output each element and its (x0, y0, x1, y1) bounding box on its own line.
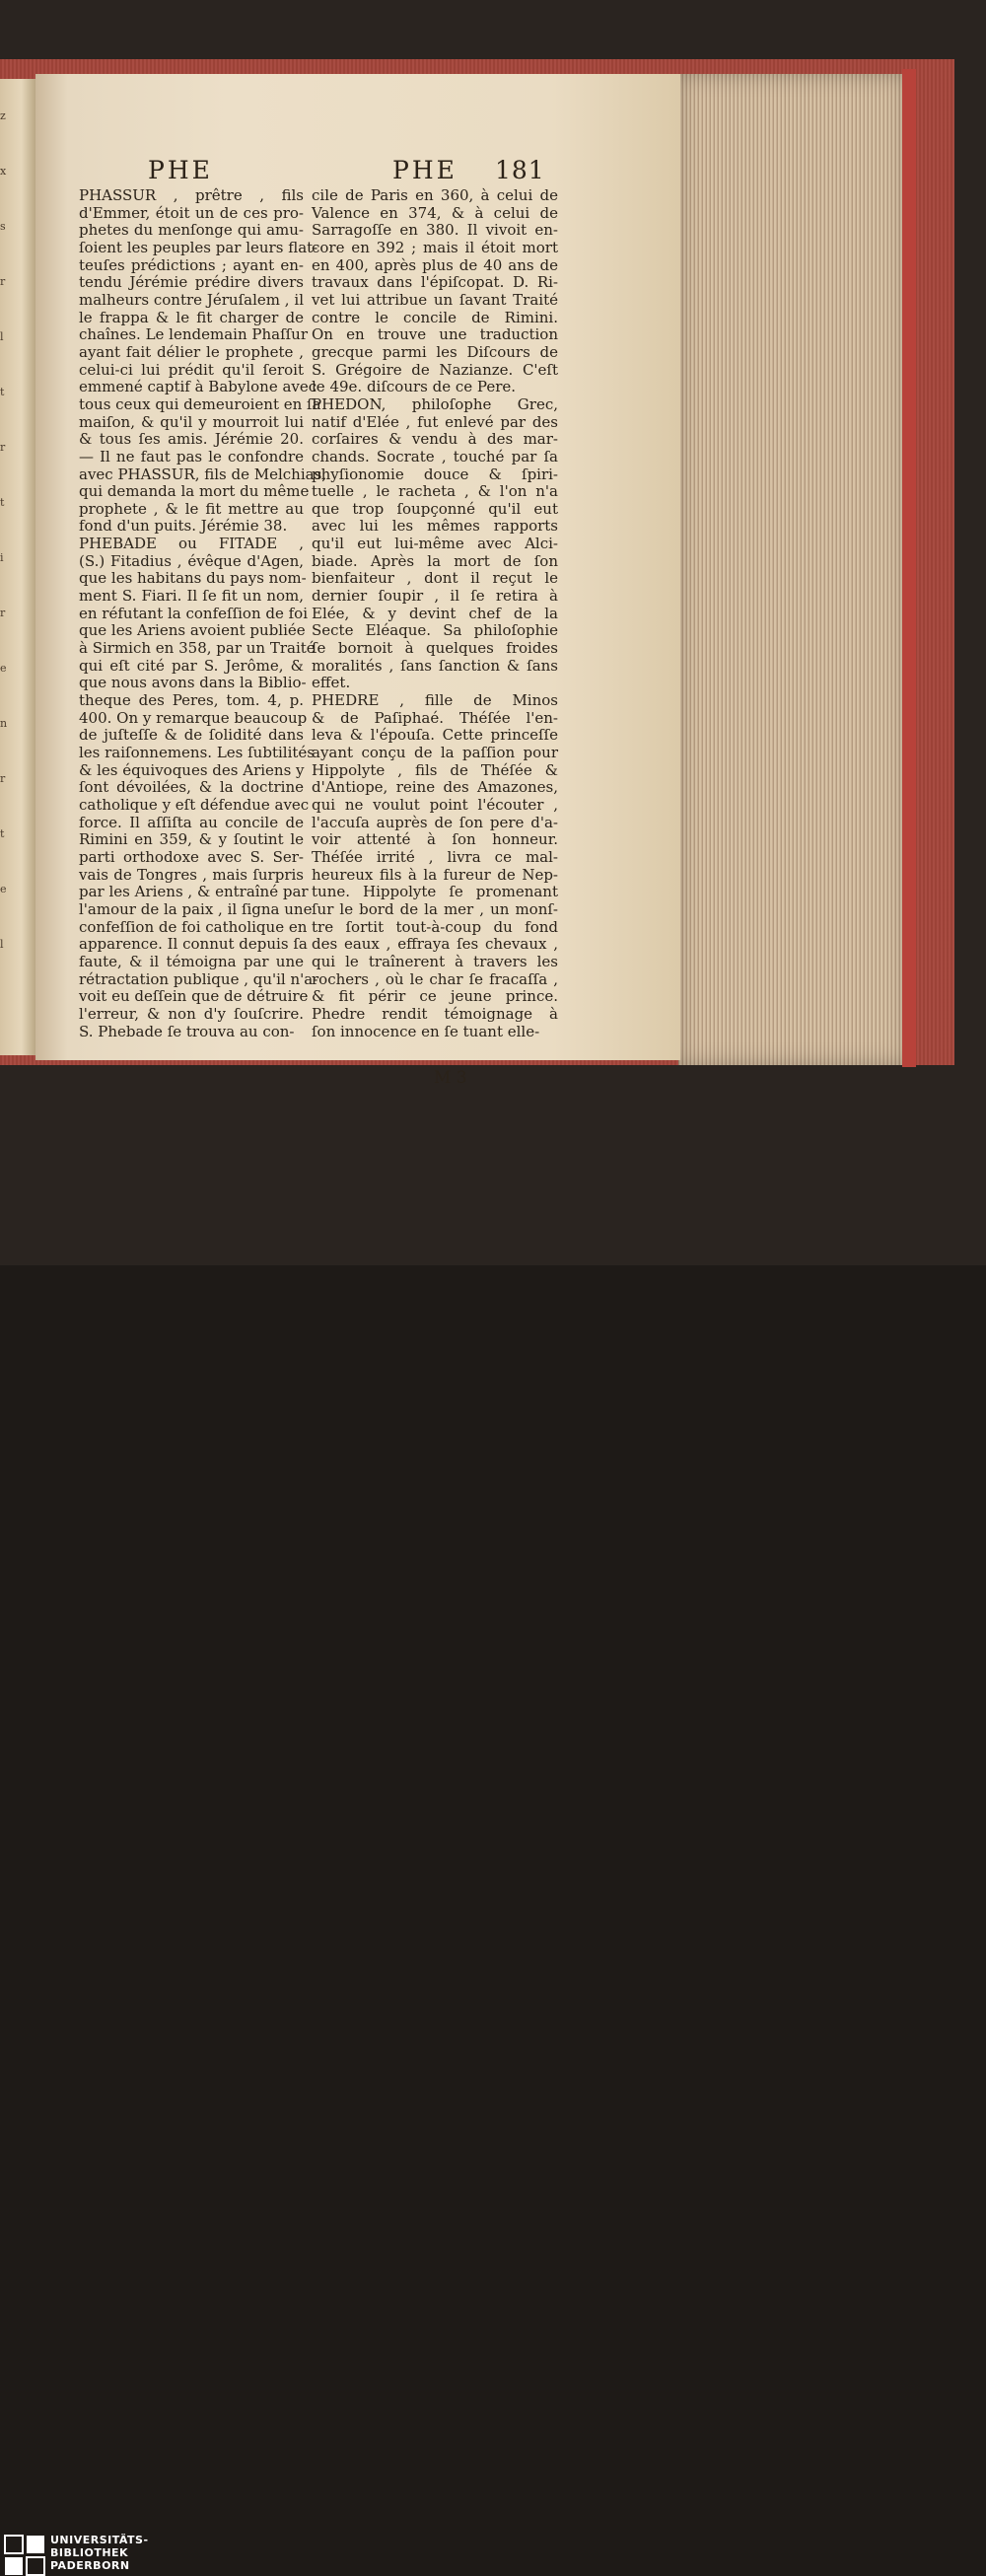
text-line: rétractation publique , qu'il n'a- (79, 969, 318, 988)
margin-char: t (0, 386, 5, 398)
text-line: ayant conçu de la paſſion pour (312, 744, 558, 761)
text-line: malheurs contre Jéruſalem , il (79, 290, 304, 309)
margin-char: t (0, 496, 5, 509)
text-line: Théſée irrité , livra ce mal- (312, 847, 558, 866)
margin-char: r (0, 607, 6, 619)
text-line: 400. On y remarque beaucoup (79, 708, 308, 727)
text-line: de juſteſſe & de ſolidité dans (79, 726, 304, 745)
book-scan (0, 0, 986, 1265)
text-line: corſaires & vendu à des mar- (312, 430, 558, 449)
text-line: dernier ſoupir , il ſe retira à (312, 587, 558, 606)
margin-char: l (0, 938, 4, 951)
text-line: chaînes. Le lendemain Phaſſur (79, 325, 309, 344)
text-line: Sarragoſſe en 380. Il vivoit en- (312, 221, 558, 240)
text-line: qu'il eut lui-même avec Alci- (312, 535, 558, 553)
text-line: le frappa & le fit charger de (79, 308, 304, 326)
text-line: prophete , & le fit mettre au (79, 499, 304, 518)
text-line: Phedre rendit témoignage à (312, 1004, 558, 1023)
text-line: biade. Après la mort de ſon (312, 551, 558, 570)
text-line: faute, & il témoigna par une (79, 952, 304, 970)
text-line: Hippolyte , fils de Théſée & (312, 760, 558, 779)
text-line: S. Phebade ſe trouva au con- (79, 1022, 295, 1040)
text-line: celui-ci lui prédit qu'il ſeroit (79, 360, 304, 379)
text-line: — Il ne faut pas le confondre (79, 447, 304, 465)
library-name-line-3: PADERBORN (50, 2559, 130, 2572)
text-line: & de Paſiphaé. Théſée l'en- (312, 708, 558, 727)
library-name-line-1: UNIVERSITÄTS- (50, 2534, 149, 2546)
text-line: avec PHASSUR, fils de Melchias, (79, 465, 327, 483)
text-line: l'erreur, & non d'y ſouſcrire. (79, 1004, 304, 1023)
text-line: tune. Hippolyte ſe promenant (312, 883, 558, 901)
text-line: force. Il aſſiſta au concile de (79, 813, 304, 831)
text-line: des eaux , effraya ſes chevaux , (312, 935, 558, 954)
text-line: grecque parmi les Diſcours de (312, 342, 558, 361)
margin-char: i (0, 551, 4, 564)
text-line: rochers , où le char ſe fracaſſa , (312, 969, 558, 988)
text-line: ment S. Fiari. Il ſe fit un nom, (79, 587, 304, 606)
text-line: en 400, après plus de 40 ans de (312, 255, 558, 274)
library-name-line-2: BIBLIOTHEK (50, 2546, 129, 2559)
text-line: PHASSUR , prêtre , fils (79, 186, 304, 204)
text-line: ſoient les peuples par leurs flat- (79, 238, 318, 256)
text-line: Rimini en 359, & y ſoutint le (79, 830, 304, 849)
text-line: tous ceux qui demeuroient en ſa (79, 394, 321, 413)
text-line: (S.) Fitadius , évêque d'Agen, (79, 551, 304, 570)
text-line: PHEDON, philoſophe Grec, (312, 394, 558, 413)
text-line: ayant fait délier le prophete , (79, 342, 304, 361)
text-line: fond d'un puits. Jérémie 38. (79, 517, 288, 536)
margin-char: e (0, 662, 7, 675)
text-line: que trop ſoupçonné qu'il eut (312, 499, 558, 518)
text-line: ſur le bord de la mer , un monſ- (312, 899, 558, 918)
text-line: parti orthodoxe avec S. Ser- (79, 847, 304, 866)
text-line: contre le concile de Rimini. (312, 308, 558, 326)
text-line: d'Antiope, reine des Amazones, (312, 778, 558, 797)
text-line: natif d'Elée , fut enlevé par des (312, 412, 558, 431)
text-line: Valence en 374, & à celui de (312, 203, 558, 222)
margin-char: n (0, 717, 8, 730)
text-line: chands. Socrate , touché par ſa (312, 447, 558, 465)
text-line: tendu Jérémie prédire divers (79, 273, 304, 292)
text-line: d'Emmer, étoit un de ces pro- (79, 203, 304, 222)
text-line: maiſon, & qu'il y mourroit lui (79, 412, 304, 431)
text-line: phetes du menſonge qui amu- (79, 221, 304, 240)
text-line: & les équivoques des Ariens y (79, 760, 305, 779)
text-line: apparence. Il connut depuis ſa (79, 935, 308, 954)
text-line: phyſionomie douce & ſpiri- (312, 465, 558, 483)
library-logo-icon (4, 2535, 45, 2576)
text-line: & tous ſes amis. Jérémie 20. (79, 430, 304, 449)
text-line: qui le traînerent à travers les (312, 952, 558, 970)
text-line: travaux dans l'épiſcopat. D. Ri- (312, 273, 558, 292)
margin-char: t (0, 827, 5, 840)
text-line: S. Grégoire de Nazianze. C'eſt (312, 360, 558, 379)
text-line: teuſes prédictions ; ayant en- (79, 255, 304, 274)
text-line: ſon innocence en ſe tuant elle- (312, 1022, 540, 1040)
text-line: heureux fils à la fureur de Nep- (312, 865, 558, 884)
margin-char: l (0, 330, 4, 343)
text-line: les raiſonnemens. Les ſubtilités (79, 744, 315, 761)
text-line: catholique y eſt défendue avec (79, 795, 310, 814)
previous-page-margin-text (0, 89, 20, 972)
text-column-right (312, 187, 558, 1040)
text-line: l'accuſa auprès de ſon pere d'a- (312, 813, 558, 831)
page-number: 181 (495, 156, 545, 184)
text-line: que les habitans du pays nom- (79, 569, 307, 588)
library-name (50, 2534, 149, 2572)
text-line: Secte Eléaque. Sa philoſophie (312, 621, 558, 640)
page-fore-edge (678, 74, 907, 1065)
text-line: Elée, & y devint chef de la (312, 604, 558, 622)
text-line: que nous avons dans la Biblio- (79, 674, 307, 692)
running-head-left: PHE (148, 156, 213, 184)
margin-char: x (0, 165, 7, 178)
text-line: voir attenté à ſon honneur. (312, 830, 558, 849)
text-line: effet. (312, 674, 351, 692)
text-line: le 49e. diſcours de ce Pere. (312, 378, 517, 396)
text-line: emmené captif à Babylone avec (79, 378, 317, 396)
text-line: On en trouve une traduction (312, 325, 558, 344)
text-line: PHEDRE , fille de Minos (312, 691, 558, 710)
text-line: ſe bornoit à quelques froides (312, 639, 558, 658)
signature-mark: M 3 (434, 1068, 467, 1088)
margin-char: e (0, 883, 7, 895)
running-head-right: PHE (392, 156, 458, 184)
text-line: core en 392 ; mais il étoit mort (312, 238, 558, 256)
text-line: & fit périr ce jeune prince. (312, 987, 558, 1006)
text-line: vet lui attribue un ſavant Traité (312, 290, 558, 309)
margin-char: s (0, 220, 6, 233)
text-line: à Sirmich en 358, par un Traité (79, 639, 316, 658)
library-footer (0, 1265, 986, 2572)
cover-edge (902, 69, 916, 1067)
text-line: PHEBADE ou FITADE , (79, 535, 304, 553)
text-line: qui demanda la mort du même (79, 482, 310, 501)
text-line: ſont dévoilées, & la doctrine (79, 778, 304, 797)
text-column-left (79, 186, 327, 1040)
text-line: cile de Paris en 360, à celui de (312, 186, 558, 204)
text-line: l'amour de la paix , il ſigna une (79, 899, 313, 918)
text-line: leva & l'épouſa. Cette princeſſe (312, 726, 558, 745)
text-line: theque des Peres, tom. 4, p. (79, 691, 304, 710)
text-line: qui eſt cité par S. Jerôme, & (79, 656, 304, 675)
text-line: confeſſion de foi catholique en (79, 917, 308, 936)
text-line: que les Ariens avoient publiée (79, 621, 306, 640)
margin-char: r (0, 441, 6, 454)
text-line: tre ſortit tout-à-coup du fond (312, 917, 558, 936)
text-line: par les Ariens , & entraîné par (79, 883, 309, 901)
margin-char: z (0, 109, 6, 122)
text-line: qui ne voulut point l'écouter , (312, 795, 558, 814)
text-line: tuelle , le racheta , & l'on n'a (312, 482, 558, 501)
text-line: voit eu deſſein que de détruire (79, 987, 309, 1006)
text-line: moralités , ſans ſanction & ſans (312, 656, 558, 675)
text-line: bienfaiteur , dont il reçut le (312, 569, 558, 588)
margin-char: r (0, 772, 6, 785)
text-line: vais de Tongres , mais ſurpris (79, 865, 304, 884)
text-line: avec lui les mêmes rapports (312, 517, 558, 536)
margin-char: r (0, 275, 6, 288)
text-line: en réfutant la confeſſion de foi (79, 604, 309, 622)
